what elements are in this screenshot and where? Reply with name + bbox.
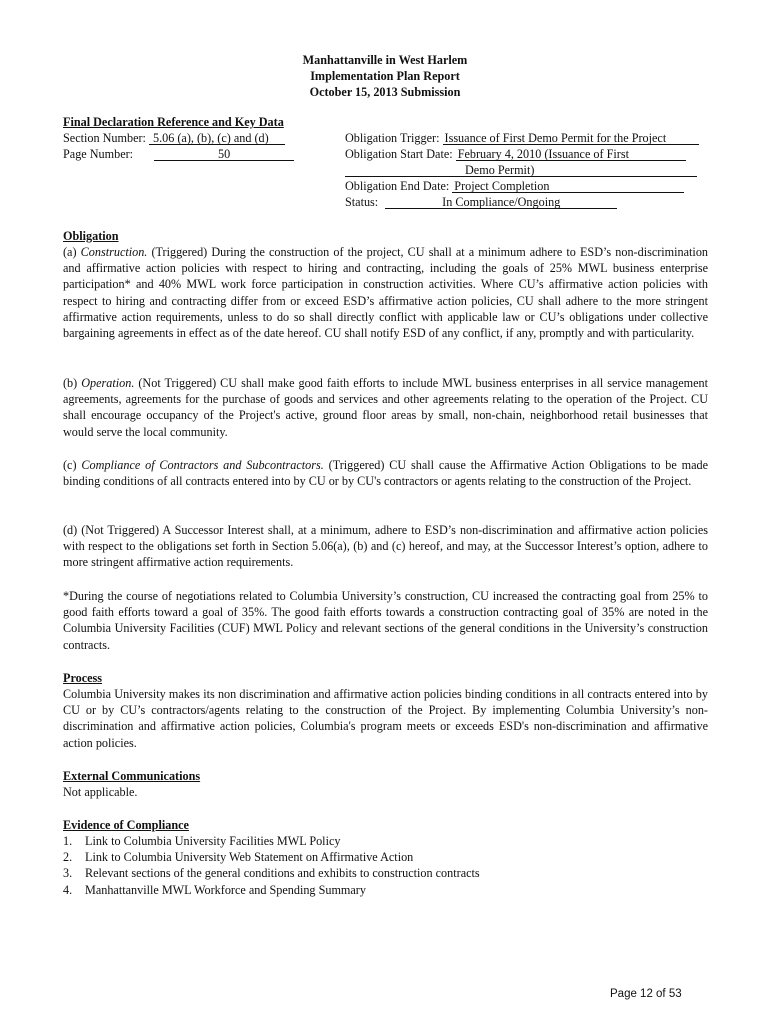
report-header	[0, 52, 770, 100]
status-row	[345, 194, 617, 210]
obligation-paragraph-a	[63, 244, 708, 341]
paragraph-b-term: Operation.	[81, 376, 135, 390]
obligation-trigger-label: Obligation Trigger:	[345, 131, 440, 145]
process-paragraph: Columbia University makes its non discrimination and affirmative action policies binding conditions in all contracts entered into by CU or by CU’s contractors/agents relating to the construction of the Project. By implementing Columbia University’s non-discrimination and affirmative action policies, Columbia's program meets or exceeds ESD's non-discrimination and affirmative action policies.	[63, 687, 708, 750]
evidence-item	[63, 833, 480, 849]
evidence-item-number: 4.	[63, 882, 73, 897]
paragraph-c-term: Compliance of Contractors and Subcontractors.	[81, 458, 324, 472]
paragraph-b-text: (Not Triggered) CU shall make good faith efforts to include MWL business enterprises in all service management agreements, agreements for the purchase of goods and services and other agreements relating to the operation of the Project. CU shall encourage occupancy of the Project's active, ground floor areas by small, non-chain, neighborhood retail businesses that would serve the local community.	[63, 376, 708, 439]
evidence-item	[63, 849, 480, 865]
evidence-item-number: 3.	[63, 866, 73, 881]
evidence-item-number: 1.	[63, 834, 73, 848]
section-number-label: Section Number:	[63, 131, 146, 145]
evidence-heading: Evidence of Compliance	[63, 818, 189, 832]
paragraph-b-prefix: (b)	[63, 376, 82, 390]
page-number-footer: Page 12 of 53	[610, 988, 682, 1000]
evidence-item-text: Manhattanville MWL Workforce and Spending Summary	[85, 882, 366, 897]
obligation-end-label: Obligation End Date:	[345, 179, 450, 193]
status-value: In Compliance/Ongoing	[385, 194, 617, 209]
evidence-item-text: Relevant sections of the general conditions and exhibits to construction contracts	[85, 866, 480, 881]
evidence-list	[63, 833, 480, 898]
external-communications-heading: External Communications	[63, 769, 201, 783]
evidence-item-number: 2.	[63, 850, 73, 865]
footnote-paragraph: *During the course of negotiations related to Columbia University’s construction, CU increased the contracting goal from 25% to good faith efforts toward a goal of 35%. The good faith efforts towards a construction contracting goal of 35% are noted in the Columbia University Facilities (CUF) MWL Policy and relevant sections of the general conditions in the University’s construction contracts.	[63, 589, 708, 652]
header-subtitle: Implementation Plan Report	[310, 69, 460, 83]
process-heading: Process	[63, 671, 103, 685]
obligation-start-label: Obligation Start Date:	[345, 147, 453, 161]
obligation-start-row	[345, 146, 686, 162]
obligation-paragraph-b	[63, 375, 708, 440]
page-number-row	[63, 146, 294, 162]
obligation-heading: Obligation	[63, 229, 119, 243]
obligation-paragraph-d: (d) (Not Triggered) A Successor Interest shall, at a minimum, adhere to ESD’s non-discrimination and affirmative action policies with respect to the obligations set forth in Section 5.06(a), (b) and (c) hereof, and may, at the Successor Interest’s option, adhere to more stringent affirmative action requirements.	[63, 523, 708, 570]
paragraph-a-prefix: (a)	[63, 245, 81, 259]
evidence-item-text: Link to Columbia University Web Statement on Affirmative Action	[85, 850, 414, 865]
key-data-heading: Final Declaration Reference and Key Data	[63, 115, 284, 129]
paragraph-c-text: (Triggered) CU shall cause the Affirmative Action Obligations to be made binding conditions of all contracts entered into by CU or by CU's contractors or agents relating to the construction of the Project.	[63, 458, 708, 489]
obligation-trigger-row	[345, 130, 699, 146]
header-title: Manhattanville in West Harlem	[302, 53, 468, 67]
header-date: October 15, 2013 Submission	[309, 85, 461, 99]
obligation-paragraph-c	[63, 457, 708, 489]
section-number-row	[63, 130, 285, 146]
obligation-start-value: February 4, 2010 (Issuance of First	[456, 146, 686, 161]
status-label: Status:	[345, 195, 379, 209]
section-number-value: 5.06 (a), (b), (c) and (d)	[149, 130, 285, 145]
paragraph-c-prefix: (c)	[63, 458, 82, 472]
page-number-label: Page Number:	[63, 147, 134, 161]
external-communications-text: Not applicable.	[63, 785, 138, 799]
obligation-start-row-2	[345, 162, 697, 178]
evidence-item	[63, 882, 480, 898]
paragraph-a-term: Construction.	[80, 245, 148, 259]
obligation-end-row	[345, 178, 684, 194]
obligation-start-value-cont: Demo Permit)	[345, 162, 697, 177]
evidence-item	[63, 865, 480, 881]
page-number-value: 50	[154, 146, 294, 161]
evidence-item-text: Link to Columbia University Facilities MWL Policy	[85, 834, 341, 848]
paragraph-a-text: (Triggered) During the construction of the project, CU shall at a minimum adhere to ESD’s non-discrimination and affirmative action policies with respect to hiring and contracting, including the goals of 25% MWL business enterprise participation* and 40% MWL work force participation in construction activities. Where CU’s affirmative action policies with respect to hiring and contracting differ from or exceed ESD’s affirmative action policies, CU shall adhere to the more stringent affirmative action requirements, unless to do so shall directly conflict with applicable law or CU’s obligations under collective bargaining agreements in effect as of the date hereof. CU shall notify ESD of any conflict, if any, promptly and with particularity.	[63, 245, 709, 341]
obligation-end-value: Project Completion	[452, 178, 684, 193]
obligation-trigger-value: Issuance of First Demo Permit for the Project	[443, 130, 699, 145]
